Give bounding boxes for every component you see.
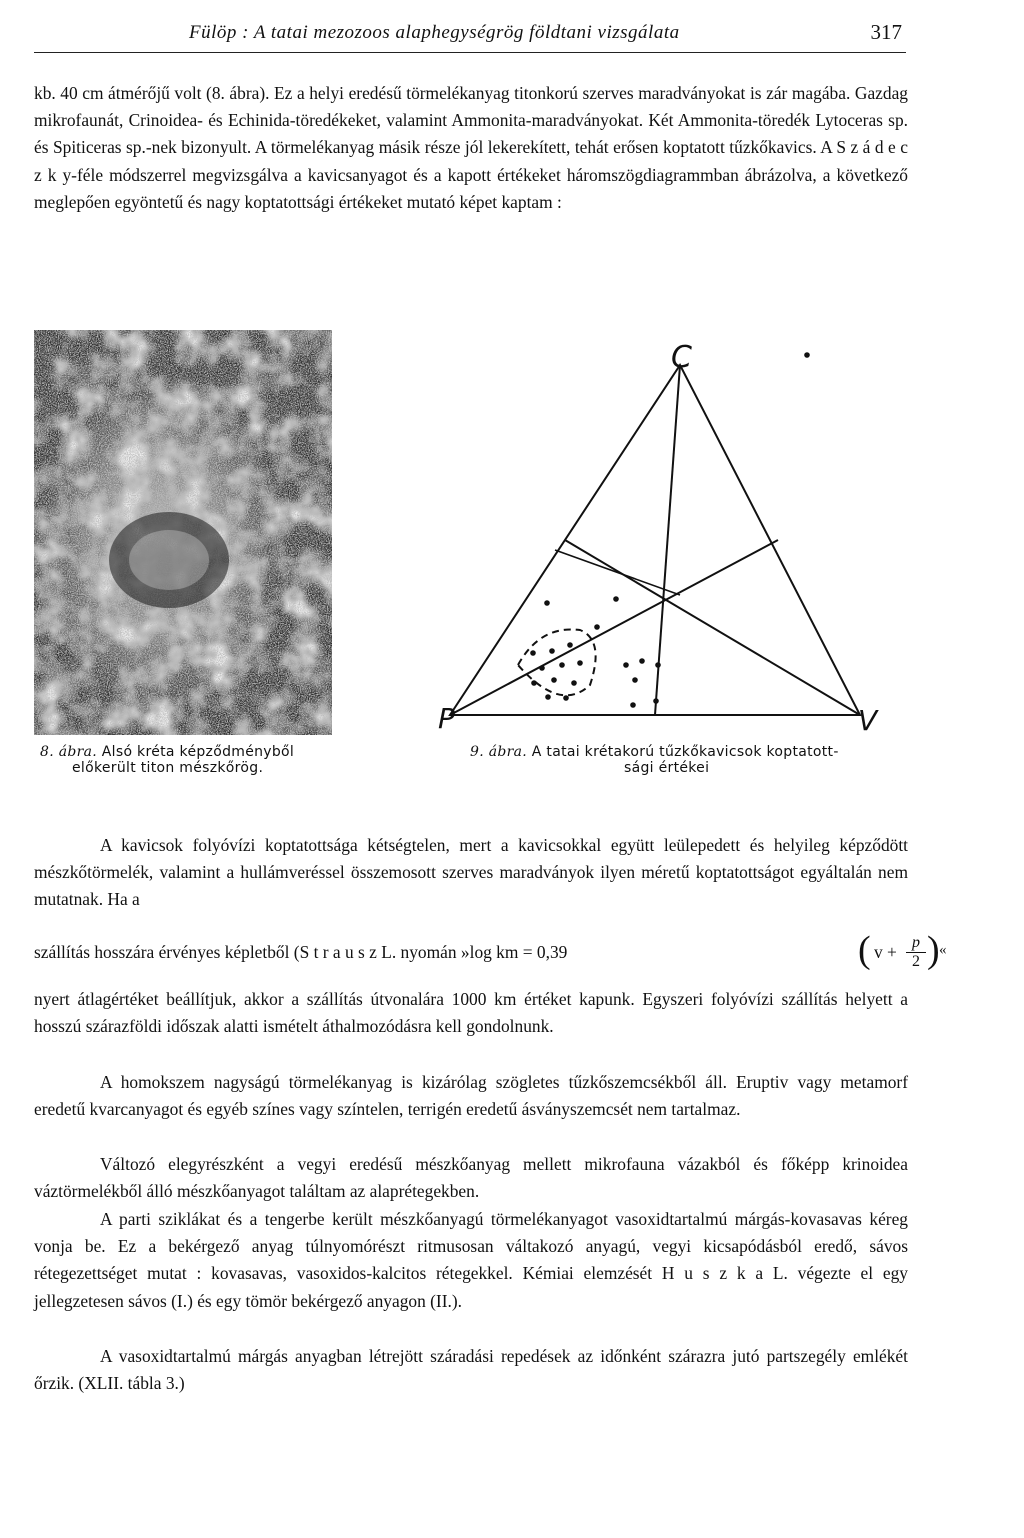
running-title: Fülöp : A tatai mezozoos alaphegységrög földtani vizsgálata <box>189 22 680 43</box>
paragraph-4: A homokszem nagyságú törmelékanyag is kizárólag szögletes tűzkőszemcsékből áll. Eruptiv vagy metamorf eredetű kvarcanyagot és egyéb színes vagy színtelen, terrigén eredetű ásványszemcsét nem tartalmaz. <box>34 1072 908 1120</box>
paragraph-2: A kavicsok folyóvízi koptatottsága kétségtelen, mert a kavicsokkal együtt leülepedett és helyileg képződött mészkőtörmelék, valamint a hullámveréssel összemosott szerves maradványok ilyen méretű koptatottságot egyáltalán nem mutatnak. Ha a <box>34 835 908 910</box>
limestone-block-photo <box>34 330 332 735</box>
inner-line <box>555 550 680 595</box>
paragraph-7: A vasoxidtartalmú márgás anyagban létrejött száradási repedések az időnként szárazra jutó partszegély emlékét őrzik. (XLII. tábla 3.) <box>34 1346 908 1394</box>
formula-body: v + <box>874 942 897 962</box>
formula-fraction <box>906 934 926 971</box>
formula-line <box>34 929 947 978</box>
vertex-label-c: C <box>671 340 692 375</box>
formula-open-paren: ( <box>858 929 871 971</box>
triangle-outline <box>450 365 860 715</box>
vertex-label-v: V <box>858 704 878 737</box>
figure-9-caption <box>470 744 910 776</box>
figure-8-caption-line-1: Alsó kréta képződményből <box>101 744 295 760</box>
formula-lead-text: szállítás hosszára érvényes képletből (S t r a u s z L. nyomán »log km = 0,39 <box>34 942 568 962</box>
figure-8-caption-line-2: előkerült titon mészkőrög. <box>72 760 264 776</box>
running-header <box>34 18 906 53</box>
median-from-p <box>450 540 778 715</box>
figure-8-photo <box>34 330 332 735</box>
figure-8-number: 8. ábra. <box>40 744 98 760</box>
paragraph-6: A parti sziklákat és a tengerbe került mészkőanyagú törmelékanyagot vasoxidtartalmú márgás-kovasavas kéreg vonja be. Ez a bekérgező anyag túlnyomórészt ritmusosan váltakozó anyagú, vegyi kicsapódásból eredő, sávos rétegezettséget mutat : kovasavas, vasoxidos-kalcitos rétegekkel. Kémiai elemzését H u s z k a L. végezte el egy jellegzetesen sávos (I.) és egy tömör bekérgező anyagon (II.). <box>34 1209 908 1311</box>
vertex-label-p: P <box>438 702 455 735</box>
page-number: 317 <box>870 20 902 44</box>
figure-8-caption <box>34 744 334 776</box>
formula-denominator: 2 <box>912 953 920 970</box>
formula-close-quote: « <box>939 942 947 958</box>
figure-9-ternary-diagram <box>430 335 890 745</box>
paragraph-5: Változó elegyrészként a vegyi eredésű mészkőanyag mellett mikrofauna vázakból és főképp krinoidea váztörmelékből álló mészkőanyagot találtam az alaprétegekben. <box>34 1154 908 1202</box>
cluster-boundary <box>518 629 596 695</box>
figure-9-caption-line-1: A tatai krétakorú tűzkőkavicsok koptatott- <box>531 744 839 760</box>
formula-close-paren: ) <box>927 929 940 971</box>
ternary-diagram-svg <box>430 335 890 745</box>
formula-numerator: p <box>906 934 926 953</box>
figure-9-number: 9. ábra. <box>470 744 528 760</box>
paragraph-3: nyert átlagértéket beállítjuk, akkor a szállítás útvonalára 1000 km értéket kapunk. Egyszeri folyóvízi szállítás helyett a hosszú szárazföldi időszak alatti ismételt áthalmozódásra kell gondolnunk. <box>34 989 908 1037</box>
figure-9-caption-line-2: sági értékei <box>624 760 710 776</box>
paragraph-1: kb. 40 cm átmérőjű volt (8. ábra). Ez a helyi eredésű törmelékanyag titonkorú szerves maradványokat is zár magába. Gazdag mikrofaunát, Crinoidea- és Echinida-töredékeket, valamint Ammonita-maradványokat. Két Ammonita-töredék Lytoceras sp. és Spiticeras sp.-nek bizonyult. A törmelékanyag másik része jól lekerekített, tehát erősen koptatott tűzkőkavics. A S z á d e c z k y-féle módszerrel megvizsgálva a kavicsanyagot és a kapott értékeket háromszögdiagrammban ábrázolva, a következő meglepően egyöntetű és nagy koptatottsági értékeket mutató képet kaptam : <box>34 83 908 212</box>
